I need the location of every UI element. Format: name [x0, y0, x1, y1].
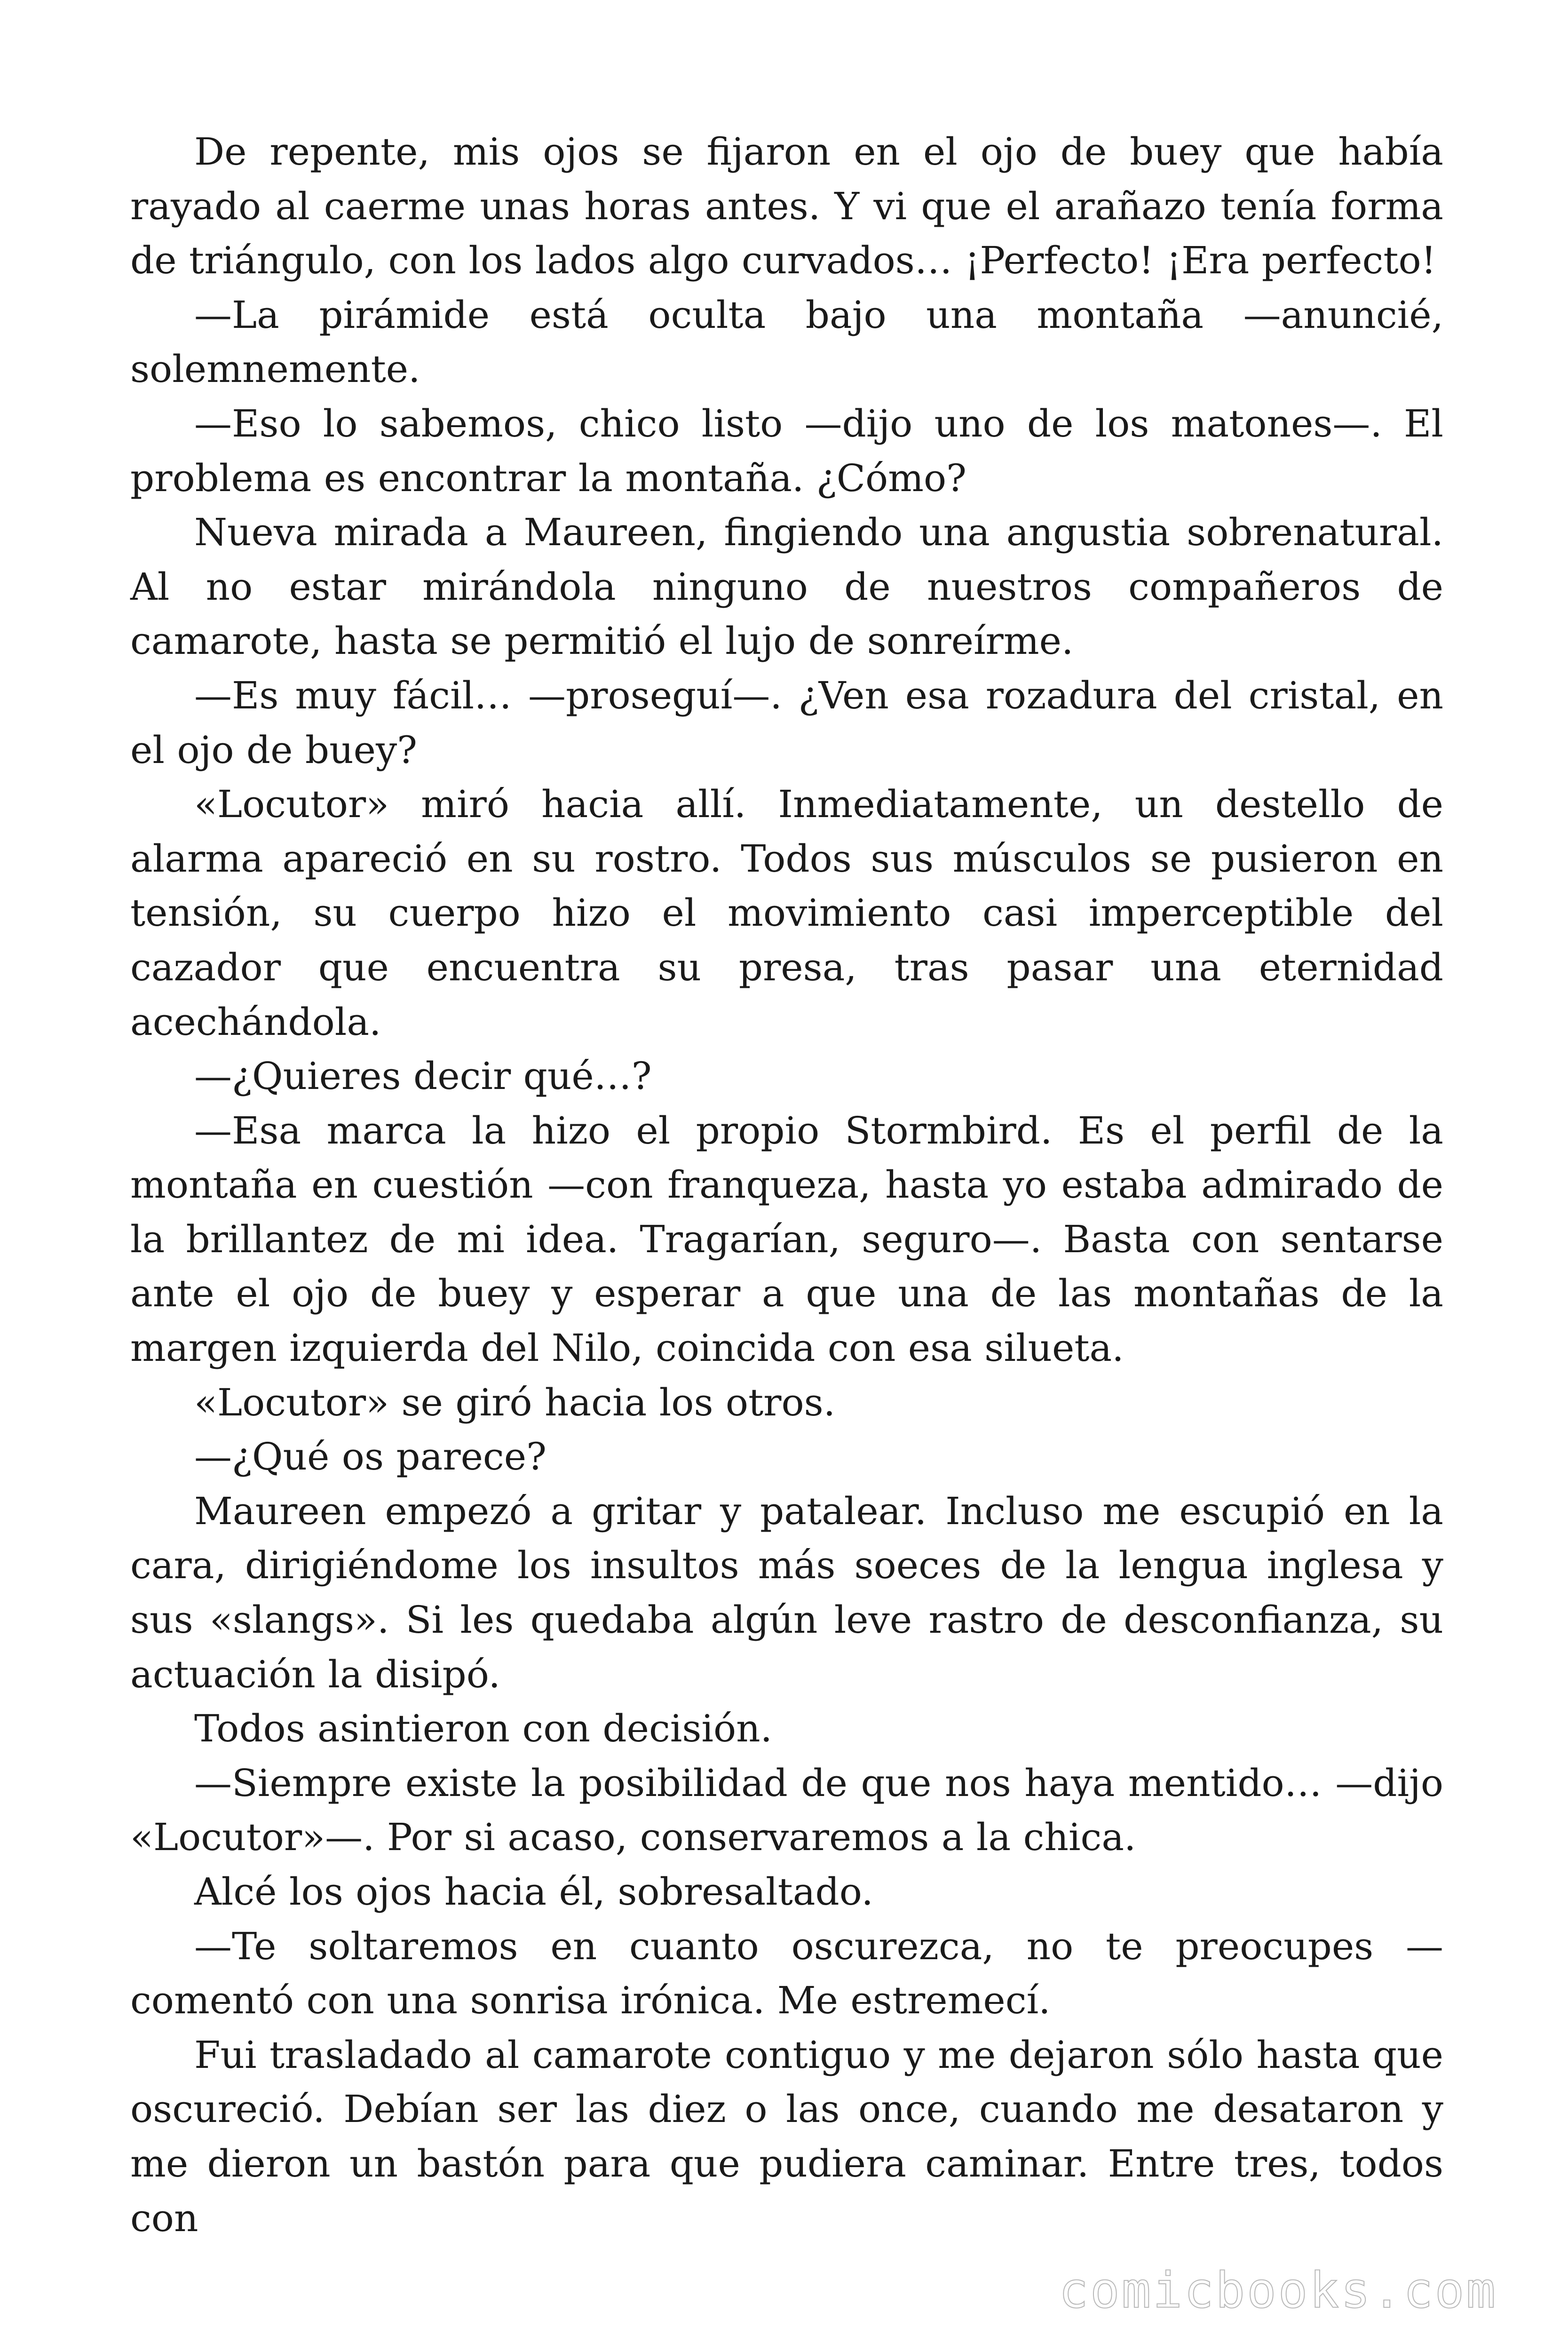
paragraph-2: —La pirámide está oculta bajo una montaña —anuncié, solemnemente.	[130, 293, 1443, 391]
paragraph-7: —¿Quieres decir qué…?	[194, 1054, 652, 1098]
body-text	[130, 125, 1443, 2245]
paragraph-3: —Eso lo sabemos, chico listo —dijo uno de los matones—. El problema es encontrar la montaña. ¿Cómo?	[130, 401, 1443, 500]
paragraph-6: «Locutor» miró hacia allí. Inmediatamente, un destello de alarma apareció en su rostro. Todos sus músculos se pusieron en tensión, su cuerpo hizo el movimiento casi imperceptible del cazador que encuentra su presa, tras pasar una eternidad acechándola.	[130, 782, 1443, 1044]
paragraph-10: —¿Qué os parece?	[194, 1435, 546, 1479]
paragraph-1: De repente, mis ojos se fijaron en el ojo de buey que había rayado al caerme unas horas antes. Y vi que el arañazo tenía forma de triángulo, con los lados algo curvados… ¡Perfecto! ¡Era perfecto!	[130, 130, 1443, 283]
paragraph-9: «Locutor» se giró hacia los otros.	[194, 1380, 836, 1424]
paragraph-14: Alcé los ojos hacia él, sobresaltado.	[194, 1870, 873, 1914]
paragraph-8: —Esa marca la hizo el propio Stormbird. Es el perfil de la montaña en cuestión —con franqueza, hasta yo estaba admirado de la brillantez de mi idea. Tragarían, seguro—. Basta con sentarse ante el ojo de buey y esperar a que una de las montañas de la margen izquierda del Nilo, coincida con esa silueta.	[130, 1108, 1443, 1370]
paragraph-15: —Te soltaremos en cuanto oscurezca, no te preocupes —comentó con una sonrisa irónica. Me estremecí.	[130, 1924, 1443, 2023]
paragraph-12: Todos asintieron con decisión.	[194, 1707, 773, 1751]
watermark: comicbooks.com	[1059, 2262, 1497, 2319]
paragraph-13: —Siempre existe la posibilidad de que nos haya mentido… —dijo «Locutor»—. Por si acaso, conservaremos a la chica.	[130, 1761, 1443, 1859]
paragraph-4: Nueva mirada a Maureen, fingiendo una angustia sobrenatural. Al no estar mirándola ninguno de nuestros compañeros de camarote, hasta se permitió el lujo de sonreírme.	[130, 510, 1443, 663]
paragraph-11: Maureen empezó a gritar y patalear. Incluso me escupió en la cara, dirigiéndome los insultos más soeces de la lengua inglesa y sus «slangs». Si les quedaba algún leve rastro de desconfianza, su actuación la disipó.	[130, 1489, 1443, 1696]
paragraph-16: Fui trasladado al camarote contiguo y me dejaron sólo hasta que oscureció. Debían ser las diez o las once, cuando me desataron y me dieron un bastón para que pudiera caminar. Entre tres, todos con	[130, 2033, 1443, 2240]
paragraph-5: —Es muy fácil… —proseguí—. ¿Ven esa rozadura del cristal, en el ojo de buey?	[130, 673, 1443, 772]
